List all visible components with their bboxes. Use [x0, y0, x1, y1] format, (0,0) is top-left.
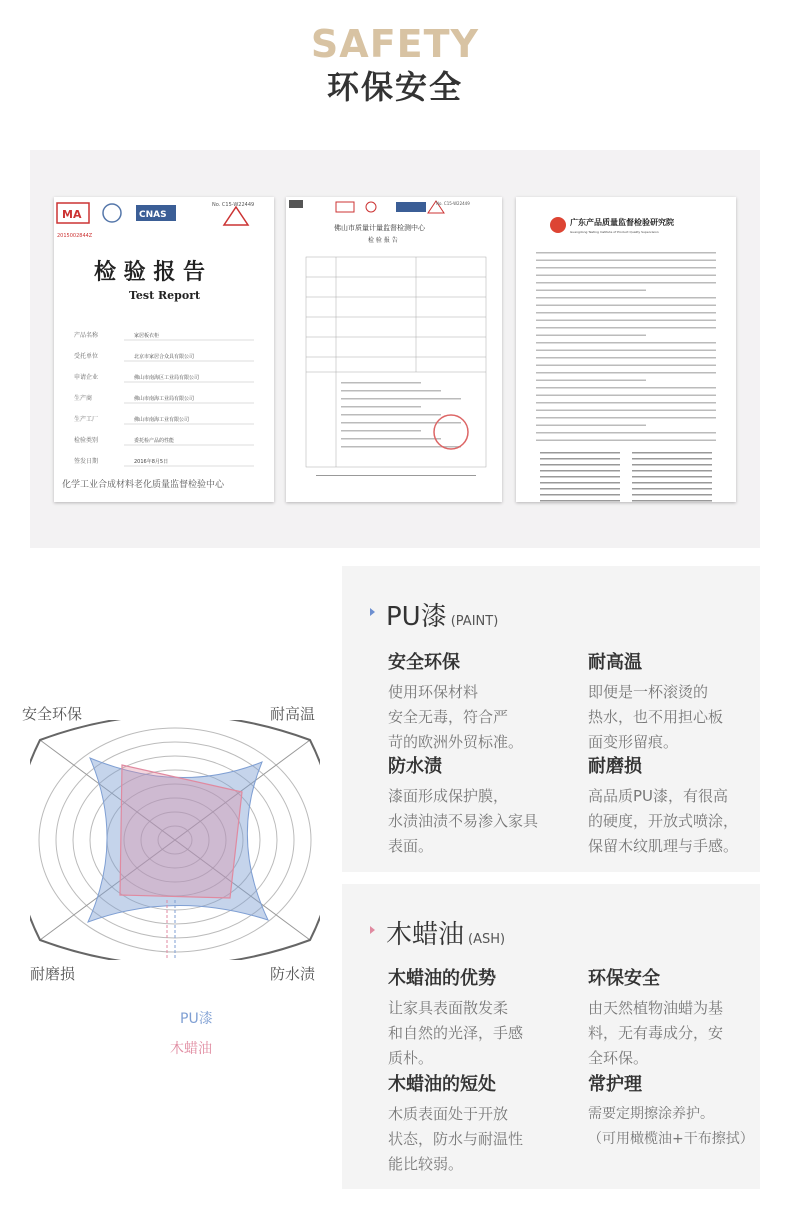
- text-line: [536, 425, 646, 427]
- list-line: [540, 452, 620, 454]
- report-title-zh: 检 验 报 告: [94, 259, 205, 285]
- feature-line: 料，无有毒成分，安: [588, 1024, 724, 1042]
- list-line: [632, 494, 712, 496]
- certificate-test-report: [54, 197, 274, 502]
- feature-heading: 防水渍: [388, 756, 442, 777]
- feature-line: 热水，也不用担心板: [588, 708, 724, 726]
- guangdong-header-en: Guangdong Testing Institute of Product Quality Supervision: [570, 230, 659, 234]
- feature-line: 漆面形成保护膜，: [388, 787, 509, 805]
- text-line: [536, 342, 716, 344]
- certificate-guangdong-art: [516, 197, 736, 502]
- list-line: [540, 494, 620, 496]
- text-line: [536, 432, 716, 434]
- cnas-logo-text: CNAS: [139, 210, 167, 220]
- wax-feature: [388, 1070, 568, 1177]
- list-line: [540, 500, 620, 502]
- list-line: [632, 452, 712, 454]
- list-line: [540, 464, 620, 466]
- feature-heading: 常护理: [588, 1074, 642, 1095]
- text-line: [536, 402, 716, 404]
- radar-label-top-left: 安全环保: [22, 705, 83, 723]
- radar-label-top-right: 耐高温: [270, 705, 316, 723]
- field-key: 生产工厂: [74, 416, 99, 423]
- text-line: [536, 282, 716, 284]
- wax-feature: [588, 964, 768, 1071]
- text-line: [536, 417, 716, 419]
- cma-logo-text: MA: [62, 208, 82, 221]
- feature-line: 质朴。: [388, 1049, 434, 1067]
- field-value: 佛山市南海区工业局有限公司: [134, 375, 200, 381]
- text-line: [341, 382, 421, 384]
- hero-title-zh: 环保安全: [326, 68, 463, 106]
- feature-line: （可用橄榄油+干布擦拭）: [588, 1131, 754, 1147]
- feature-line: 让家具表面散发柔: [388, 999, 509, 1017]
- legend-pu: PU漆: [180, 1011, 213, 1027]
- certificates-panel: [30, 150, 760, 548]
- field-value: 2016年8月5日: [134, 459, 169, 465]
- radar-label-bottom-left: 耐磨损: [30, 965, 76, 983]
- feature-line: 即便是一杯滚烫的: [588, 683, 709, 701]
- field-key: 检验类别: [74, 437, 99, 444]
- text-line: [536, 372, 716, 374]
- feature-line: 和自然的光泽，手感: [388, 1024, 524, 1042]
- text-line: [536, 380, 646, 382]
- feature-line: 全环保。: [588, 1049, 649, 1067]
- feature-heading: 木蜡油的短处: [388, 1074, 496, 1095]
- feature-line: 高品质PU漆，有很高: [588, 787, 729, 805]
- feature-line: 苛的欧洲外贸标准。: [388, 733, 524, 751]
- text-line: [536, 410, 716, 412]
- field-key: 申请企业: [74, 374, 99, 381]
- pu-feature: [388, 648, 568, 755]
- text-line: [536, 365, 716, 367]
- feature-line: 使用环保材料: [388, 683, 479, 701]
- certificate-guangdong: [516, 197, 736, 502]
- wax-feature: [388, 964, 568, 1071]
- feature-line: 的硬度，开放式喷涂，: [588, 812, 739, 830]
- wax-feature: [588, 1070, 760, 1152]
- pu-feature: [588, 648, 768, 755]
- text-line: [536, 260, 716, 262]
- field-key: 签发日期: [74, 458, 99, 465]
- certificate-foshan-art: [286, 197, 502, 502]
- report-footer: 化学工业合成材料老化质量监督检验中心: [62, 480, 225, 490]
- feature-heading: 耐高温: [588, 652, 642, 673]
- text-line: [536, 290, 646, 292]
- field-value: 北京市家居合众具有限公司: [134, 354, 195, 360]
- text-line: [536, 305, 716, 307]
- text-line: [341, 422, 461, 424]
- field-value: 委托检产品的性能: [134, 438, 175, 444]
- pu-feature: [388, 752, 568, 859]
- text-line: [536, 297, 716, 299]
- hero-title-en: SAFETY: [310, 22, 480, 66]
- certificate-test-report-art: [54, 197, 274, 502]
- list-line: [632, 464, 712, 466]
- feature-line: 安全无毒，符合严: [388, 708, 509, 726]
- text-line: [536, 357, 716, 359]
- list-line: [632, 500, 712, 502]
- certificate-foshan: [286, 197, 502, 502]
- text-line: [536, 327, 716, 329]
- wax-title-en: (ASH): [468, 932, 506, 947]
- foshan-header: 佛山市质量计量监督检测中心: [334, 224, 425, 232]
- text-line: [536, 320, 716, 322]
- list-line: [632, 482, 712, 484]
- radar-label-bottom-right: 防水渍: [270, 965, 316, 983]
- pu-feature: [588, 752, 768, 859]
- field-key: 受托单位: [74, 353, 99, 360]
- report-title-en: Test Report: [129, 289, 201, 302]
- wax-title-text: 木蜡油: [386, 920, 465, 950]
- report-no-2: No. C15-W22449: [436, 201, 470, 206]
- list-line: [632, 488, 712, 490]
- field-value: 佛山市南海工业局有限公司: [134, 396, 195, 402]
- text-line: [341, 430, 421, 432]
- list-line: [632, 470, 712, 472]
- list-line: [632, 458, 712, 460]
- list-line: [540, 476, 620, 478]
- field-key: 生产商: [74, 395, 93, 402]
- text-line: [536, 275, 716, 277]
- radar-chart: [30, 720, 320, 960]
- pu-arrow-icon: [370, 608, 375, 616]
- text-line: [341, 406, 421, 408]
- pu-title: [386, 596, 498, 633]
- text-line: [341, 414, 441, 416]
- foshan-sub: 检 验 报 告: [368, 237, 398, 244]
- feature-line: 能比较弱。: [388, 1155, 464, 1173]
- list-line: [540, 458, 620, 460]
- field-value: 佛山市南海工业有限公司: [134, 417, 190, 423]
- feature-heading: 耐磨损: [588, 756, 642, 777]
- text-line: [341, 398, 461, 400]
- wax-arrow-icon: [370, 926, 375, 934]
- feature-line: 由天然植物油蜡为基: [588, 999, 724, 1017]
- feature-line: 需要定期擦涂养护。: [588, 1106, 714, 1122]
- text-line: [536, 267, 716, 269]
- pu-title-text: PU漆: [386, 602, 447, 632]
- report-no: No. C15-W22449: [212, 202, 255, 208]
- list-line: [540, 488, 620, 490]
- feature-line: 保留木纹肌理与手感。: [588, 837, 739, 855]
- guangdong-header: 广东产品质量监督检验研究院: [570, 218, 674, 227]
- text-line: [536, 252, 716, 254]
- text-line: [536, 440, 716, 442]
- feature-line: 水渍油渍不易渗入家具: [388, 812, 539, 830]
- list-line: [540, 470, 620, 472]
- text-line: [341, 390, 441, 392]
- list-line: [540, 482, 620, 484]
- feature-line: 木质表面处于开放: [388, 1105, 509, 1123]
- cma-code: 2015002844Z: [57, 233, 93, 239]
- list-line: [632, 476, 712, 478]
- wax-title: [386, 914, 505, 951]
- pu-title-en: (PAINT): [450, 614, 499, 629]
- text-line: [536, 395, 716, 397]
- feature-line: 状态，防水与耐温性: [388, 1130, 524, 1148]
- text-line: [341, 438, 441, 440]
- feature-heading: 木蜡油的优势: [388, 968, 496, 989]
- field-key: 产品名称: [74, 332, 99, 339]
- feature-heading: 环保安全: [588, 968, 660, 989]
- legend-wax: 木蜡油: [170, 1041, 212, 1057]
- pu-paint-card: [342, 566, 760, 872]
- text-line: [536, 335, 646, 337]
- feature-line: 表面。: [388, 837, 434, 855]
- feature-heading: 安全环保: [388, 652, 460, 673]
- field-value: 家居板衣柜: [134, 333, 160, 339]
- text-line: [536, 350, 716, 352]
- wood-wax-oil-card: [342, 884, 760, 1189]
- feature-line: 面变形留痕。: [588, 733, 679, 751]
- text-line: [536, 312, 716, 314]
- text-line: [536, 387, 716, 389]
